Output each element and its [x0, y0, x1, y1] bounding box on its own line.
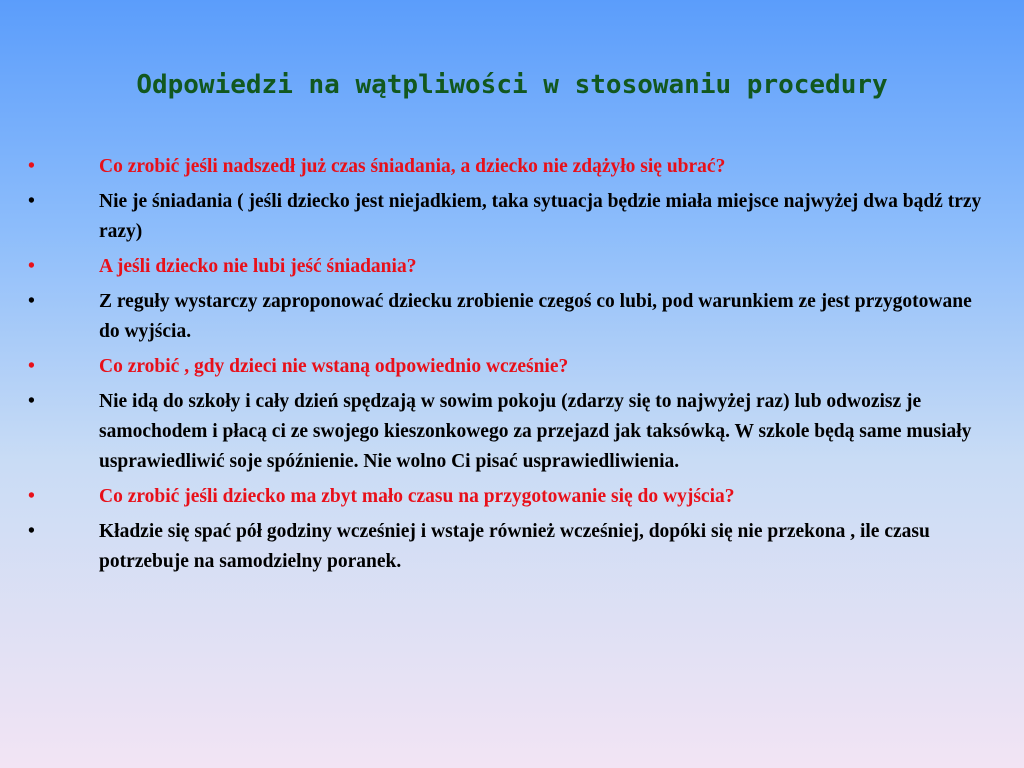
question-text: A jeśli dziecko nie lubi jeść śniadania? — [99, 256, 417, 277]
question-text: Co zrobić jeśli dziecko ma zbyt mało czasu na przygotowanie się do wyjścia? — [99, 486, 735, 507]
list-item-answer-2 — [28, 287, 988, 347]
bullet-list — [28, 152, 988, 582]
answer-text: Kładzie się spać pół godziny wcześniej i wstaje również wcześniej, dopóki się nie przekona , ile czasu potrzebuje na samodzielny poranek. — [99, 521, 930, 572]
bullet-icon: • — [28, 521, 35, 542]
bullet-icon: • — [28, 256, 35, 277]
list-item-question-3 — [28, 352, 988, 382]
bullet-icon: • — [28, 291, 35, 312]
question-text: Co zrobić , gdy dzieci nie wstaną odpowiednio wcześnie? — [99, 356, 569, 377]
list-item-answer-1 — [28, 187, 988, 247]
slide-title: Odpowiedzi na wątpliwości w stosowaniu procedury — [136, 70, 888, 100]
bullet-icon: • — [28, 391, 35, 412]
list-item-answer-3 — [28, 387, 988, 477]
question-text: Co zrobić jeśli nadszedł już czas śniadania, a dziecko nie zdążyło się ubrać? — [99, 156, 726, 177]
list-item-question-1 — [28, 152, 988, 182]
answer-text: Nie idą do szkoły i cały dzień spędzają w sowim pokoju (zdarzy się to najwyżej raz) lub odwozisz je samochodem i płacą ci ze swojego kieszonkowego za przejazd jak taksówką. W szkole będą same musiały usprawiedliwić soje spóźnienie. Nie wolno Ci pisać usprawiedliwienia. — [99, 391, 972, 472]
answer-text: Z reguły wystarczy zaproponować dziecku zrobienie czegoś co lubi, pod warunkiem ze jest przygotowane do wyjścia. — [99, 291, 972, 342]
bullet-icon: • — [28, 156, 35, 177]
list-item-answer-4 — [28, 517, 988, 577]
bullet-icon: • — [28, 356, 35, 377]
list-item-question-4 — [28, 482, 988, 512]
list-item-question-2 — [28, 252, 988, 282]
answer-text: Nie je śniadania ( jeśli dziecko jest niejadkiem, taka sytuacja będzie miała miejsce najwyżej dwa bądź trzy razy) — [99, 191, 982, 242]
bullet-icon: • — [28, 486, 35, 507]
bullet-icon: • — [28, 191, 35, 212]
